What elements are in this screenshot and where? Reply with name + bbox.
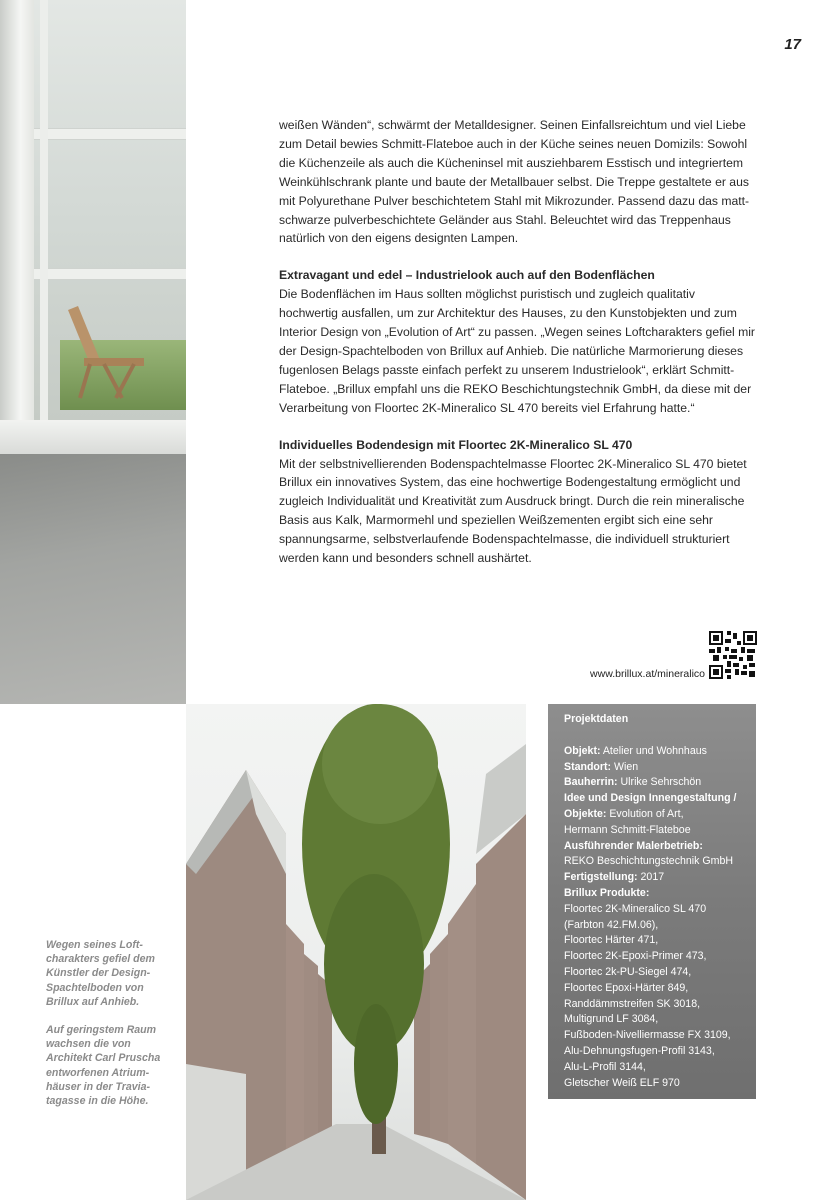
page-number: 17: [784, 36, 801, 53]
interior-window-photo: [0, 0, 186, 704]
project-fertigstellung: Fertigstellung: 2017: [564, 871, 665, 884]
product-item: (Farbton 42.FM.06),: [564, 918, 659, 931]
section-heading-floortec: Individuelles Bodendesign mit Floortec 2K-Mineralico SL 470: [279, 437, 633, 452]
article-paragraph-3: Mit der selbstnivellierenden Bodenspachtelmasse Floortec 2K-Mineralico SL 470 bietet Brillux ein innovatives System, das eine hochwertige Bodengestaltung ermöglicht und zugleich Individualität und Kreativität zum Ausdruck bringt. Durch die rein mineralische Basis aus Kalk, Marmormehl und speziellen Weißzementen ergibt sich eine sehr spannungsarme, selbstverlaufende Bodenspachtelmasse, die individuell strukturiert werden kann und besonders schnell aushärtet.: [279, 456, 747, 566]
project-data-box: [548, 704, 756, 1099]
street-scene-graphic: [186, 704, 526, 1200]
product-item: Floortec Epoxi-Härter 849,: [564, 981, 689, 994]
project-idee-person: Hermann Schmitt-Flateboe: [564, 823, 691, 836]
project-data-title: Projektdaten: [564, 713, 629, 725]
project-idee: Objekte: Evolution of Art,: [564, 807, 684, 820]
article-paragraph-1: weißen Wänden“, schwärmt der Metalldesigner. Seinen Einfallsreichtum und viel Liebe zum Detail bewies Schmitt-Flateboe auch in der Küche seines neuen Domizils: Sowohl die Küchenzeile als auch die Kücheninsel mit ausziehbarem Esstisch und integriertem Weinkühlschrank plante und baute der Metallbauer selbst. Die Treppe gestaltete er aus mit Polyurethane Pulver beschichtetem Stahl mit Mikrozunder. Passend dazu das matt-schwarze pulverbeschichtete Geländer aus Stahl. Beleuchtet wird das Treppenhaus natürlich von den eigens designten Lampen.: [279, 118, 750, 246]
project-bauherrin: Bauherrin: Ulrike Sehrschön: [564, 776, 702, 789]
product-item: Alu-L-Profil 3144,: [564, 1060, 646, 1073]
street-tree-photo: [186, 704, 526, 1200]
product-item: Multigrund LF 3084,: [564, 1013, 659, 1026]
qr-code-icon[interactable]: [709, 631, 757, 679]
project-maler-label: Ausführender Malerbetrieb:: [564, 839, 703, 852]
photo-caption: [46, 938, 176, 1122]
product-item: Floortec Härter 471,: [564, 934, 659, 947]
product-item: Floortec 2k-PU-Siegel 474,: [564, 965, 692, 978]
garden-chair-graphic: [64, 300, 144, 400]
project-idee-label: Idee und Design Innengestaltung /: [564, 792, 737, 805]
product-item: Fußboden-Nivelliermasse FX 3109,: [564, 1029, 731, 1042]
project-maler: REKO Beschichtungstechnik GmbH: [564, 855, 733, 868]
product-item: Floortec 2K-Epoxi-Primer 473,: [564, 950, 707, 963]
section-heading-floors: Extravagant und edel – Industrielook auch auf den Bodenflächen: [279, 268, 655, 283]
caption-paragraph-2: Auf geringstem Raum wachsen die von Architekt Carl Pruscha entworfenen Atrium-häuser in der Travia-tagasse in die Höhe.: [46, 1024, 161, 1108]
project-produkte-label: Brillux Produkte:: [564, 886, 650, 899]
product-item: Randdämmstreifen SK 3018,: [564, 997, 701, 1010]
website-link[interactable]: www.brillux.at/mineralico: [590, 668, 705, 680]
product-item: Gletscher Weiß ELF 970: [564, 1076, 680, 1089]
product-item: Floortec 2K-Mineralico SL 470: [564, 902, 707, 915]
article-paragraph-2: Die Bodenflächen im Haus sollten möglichst puristisch und zugleich qualitativ hochwertig ausfallen, um zur Architektur des Hauses, zu den Kunstobjekten und zum Interior Design von „Evolution of Art“ zu passen. „Wegen seines Loftcharakters gefiel mir der Design-Spachtelboden von Brillux auf Anhieb. Die natürliche Marmorierung dieses fugenlosen Belags passte einfach perfekt zu unserem Industrielook“, erklärt Schmitt-Flateboe. „Brillux empfahl uns die REKO Beschichtungstechnik GmbH, da diese mit der Verarbeitung von Floortec 2K-Mineralico SL 470 bereits viel Erfahrung hatte.“: [279, 287, 755, 415]
product-item: Alu-Dehnungsfugen-Profil 3143,: [564, 1044, 715, 1057]
project-standort: Standort: Wien: [564, 760, 639, 773]
project-objekt: Objekt: Atelier und Wohnhaus: [564, 744, 707, 757]
caption-paragraph-1: Wegen seines Loft-charakters gefiel dem Künstler der Design-Spachtelboden von Brillux auf Anhieb.: [46, 939, 155, 1008]
article-body: [279, 116, 757, 568]
